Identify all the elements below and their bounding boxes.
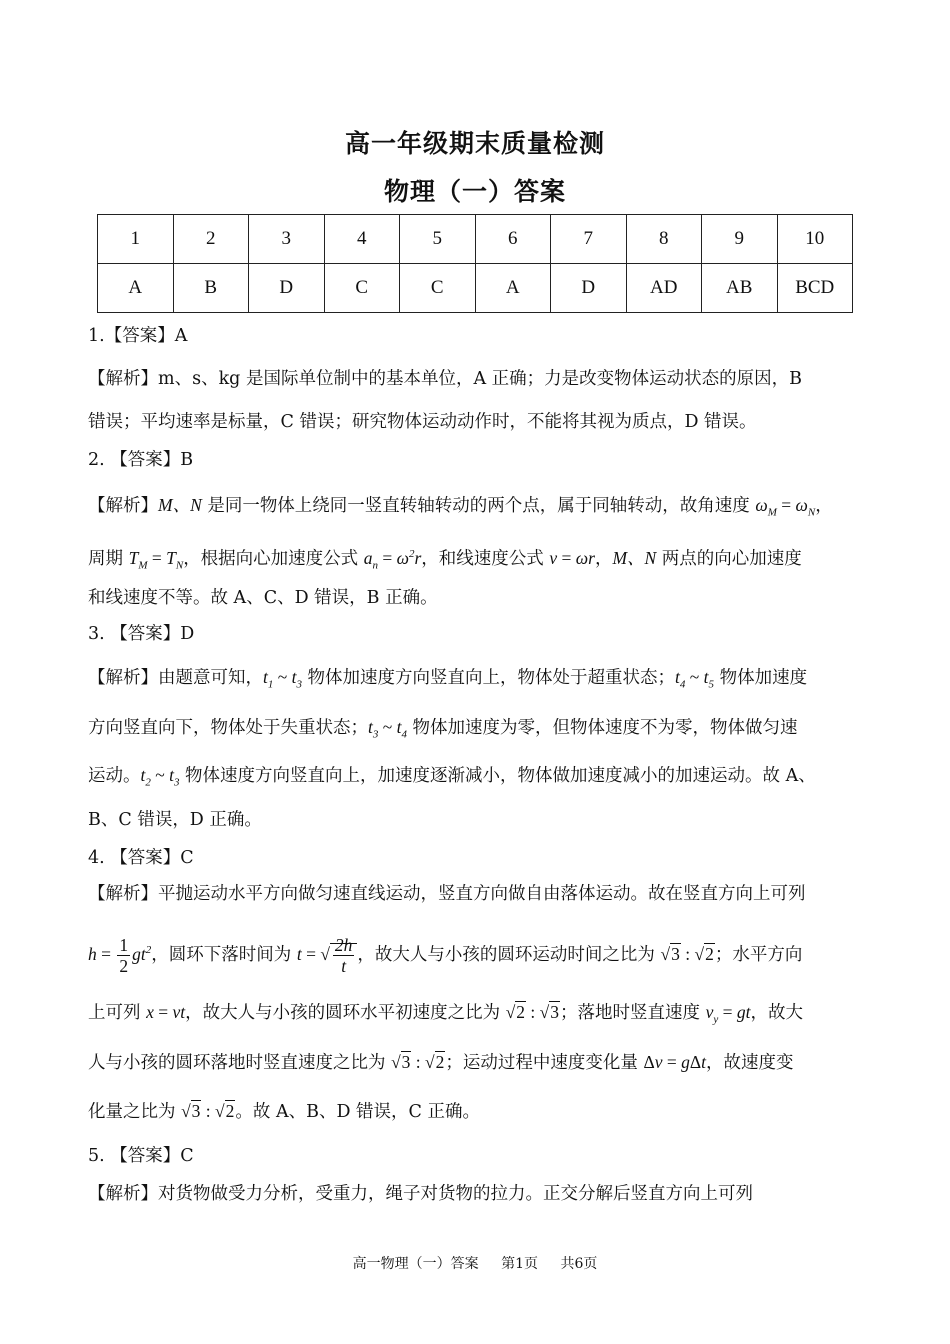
footer-total: 共6页 (560, 1256, 598, 1272)
q1-analysis-line-2: 错误；平均速率是标量，C 错误；研究物体运动动作时，不能将其视为质点，D 错误。 (88, 412, 757, 432)
question-number-cell: 5 (400, 215, 476, 264)
answer-table-number-row (98, 215, 853, 264)
answer-cell: A (98, 264, 174, 313)
q1-analysis-line-1: 【解析】m、s、kg 是国际单位制中的基本单位，A 正确；力是改变物体运动状态的原因，B (88, 369, 803, 389)
q3-answer: 3. 【答案】D (88, 624, 195, 644)
footer-page: 第1页 (501, 1256, 538, 1272)
q4-answer: 4. 【答案】C (88, 848, 194, 868)
centripetal-formula: $a_n = \omega^2r$ (363, 547, 422, 572)
q5-answer: 5. 【答案】C (88, 1146, 194, 1166)
q2-answer: 2. 【答案】B (88, 450, 194, 470)
answer-cell: C (324, 264, 400, 313)
answer-cell: D (551, 264, 627, 313)
question-number-cell: 9 (702, 215, 778, 264)
q4-analysis-line-2: h = $\frac{1}{2}$ $gt^2$，圆环下落时间为 t = √ $\frac{2h}{t}$ ，故大人与小孩的圆环运动时间之比为 √3 : √2；水平方向 (88, 935, 803, 977)
q4-analysis-line-3: 上可列 x = vt，故大人与小孩的圆环水平初速度之比为 √2 : √3；落地时竖直速度 $v_y$ = gt，故大 (88, 1002, 804, 1026)
answer-cell: AB (702, 264, 778, 313)
q3-analysis-line-1: 【解析】由题意可知，$t_1$ ~ $t_3$ 物体加速度方向竖直向上，物体处于超重状态；$t_4$ ~ $t_5$ 物体加速度 (88, 667, 808, 691)
fall-height-formula: h = $\frac{1}{2}$ $gt^2$ (88, 935, 152, 977)
answer-cell: AD (626, 264, 702, 313)
question-number-cell: 10 (777, 215, 853, 264)
velocity-formula: v = ωr (549, 547, 595, 568)
question-number-cell: 7 (551, 215, 627, 264)
answer-cell: B (173, 264, 249, 313)
page-title: 高一年级期末质量检测 (344, 129, 605, 158)
answer-cell: C (400, 264, 476, 313)
question-number-cell: 3 (249, 215, 325, 264)
answer-cell: A (475, 264, 551, 313)
q3-analysis-line-3: 运动。$t_2$ ~ $t_3$ 物体速度方向竖直向上，加速度逐渐减小，物体做加速度减小的加速运动。故 A、 (88, 765, 816, 789)
q4-analysis-line-5: 化量之比为 √3 : √2。故 A、B、D 错误，C 正确。 (88, 1101, 481, 1122)
q3-analysis-line-4: B、C 错误，D 正确。 (88, 810, 262, 830)
q2-analysis-line-1: 【解析】M、N 是同一物体上绕同一竖直转轴转动的两个点，属于同轴转动，故角速度 $\omega_M = \omega_N$， (88, 495, 833, 519)
question-number-cell: 1 (98, 215, 174, 264)
q4-analysis-line-1: 【解析】平抛运动水平方向做匀速直线运动，竖直方向做自由落体运动。故在竖直方向上可列 (88, 884, 806, 904)
q1-answer: 1.【答案】A (88, 326, 188, 346)
q2-analysis-line-3: 和线速度不等。故 A、C、D 错误，B 正确。 (88, 588, 438, 608)
footer-course: 高一物理（一）答案 (352, 1256, 479, 1272)
q2-analysis-line-2: 周期 $T_M = T_N$，根据向心加速度公式 $a_n = \omega^2r$，和线速度公式 v = ωr，M、N 两点的向心加速度 (88, 547, 802, 572)
q5-analysis-line-1: 【解析】对货物做受力分析，受重力，绳子对货物的拉力。正交分解后竖直方向上可列 (88, 1184, 753, 1204)
answer-table (97, 214, 853, 313)
question-number-cell: 2 (173, 215, 249, 264)
question-number-cell: 8 (626, 215, 702, 264)
omega-equation: $\omega_M = \omega_N$ (755, 495, 816, 519)
q3-analysis-line-2: 方向竖直向下，物体处于失重状态；$t_3$ ~ $t_4$ 物体加速度为零，但物体速度不为零，物体做匀速 (88, 717, 798, 741)
q4-analysis-line-4: 人与小孩的圆环落地时竖直速度之比为 √3 : √2；运动过程中速度变化量 Δv = gΔt，故速度变 (88, 1052, 794, 1073)
page-footer (0, 1253, 950, 1273)
answer-table-answer-row (98, 264, 853, 313)
answer-cell: BCD (777, 264, 853, 313)
question-number-cell: 4 (324, 215, 400, 264)
page-subtitle: 物理（一）答案 (383, 177, 566, 206)
answer-cell: D (249, 264, 325, 313)
fall-time-formula: t = √ $\frac{2h}{t}$ (297, 943, 358, 964)
question-number-cell: 6 (475, 215, 551, 264)
period-equation: $T_M = T_N$ (128, 547, 184, 572)
